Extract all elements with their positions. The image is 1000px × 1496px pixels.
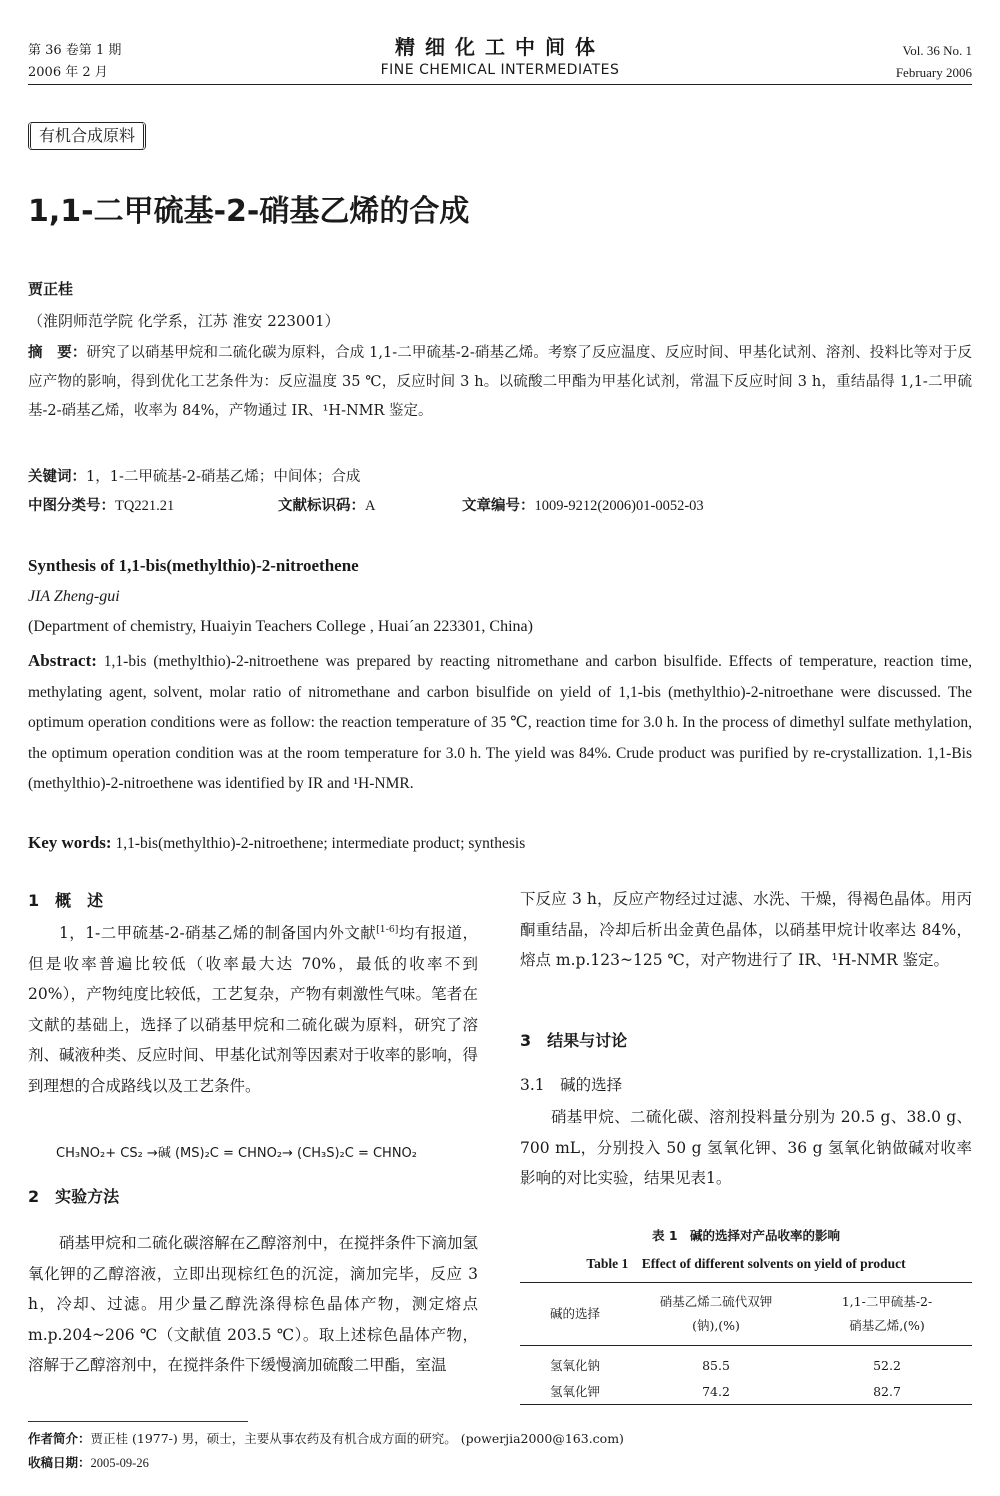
citation-ref: [1-6] — [376, 923, 399, 935]
volume-issue-en: Vol. 36 No. 1 — [902, 43, 972, 58]
table-cell: 85.5 — [702, 1357, 730, 1373]
section-2-paragraph: 硝基甲烷和二硫化碳溶解在乙醇溶剂中，在搅拌条件下滴加氢氧化钾的乙醇溶液，立即出现棕红色的沉淀，滴加完毕，反应 3 h，冷却、过滤。用少量乙醇洗涤得棕色晶体产物，测定熔点 m.p.204~206 ℃（文献值 203.5 ℃）。取上述棕色晶体产物，溶解于乙醇溶剂中，在搅拌条件下缓慢滴加硫酸二甲酯，室温 — [28, 1234, 478, 1374]
article-title: 1,1-二甲硫基-2-硝基乙烯的合成 — [28, 194, 470, 229]
reaction-equation: CH₃NO₂+ CS₂ →碱 (MS)₂C = CHNO₂→ (CH₃S)₂C = CHNO₂ — [56, 1146, 417, 1161]
section-2-heading: 2 实验方法 — [28, 1187, 120, 1206]
table-cell: 74.2 — [702, 1383, 730, 1399]
section-3-heading: 3 结果与讨论 — [520, 1031, 628, 1050]
keywords-cn-text: 1，1-二甲硫基-2-硝基乙烯；中间体；合成 — [86, 469, 361, 485]
table-row — [520, 1378, 972, 1405]
abstract-cn-text: 研究了以硝基甲烷和二硫化碳为原料，合成 1,1-二甲硫基-2-硝基乙烯。考察了反应温度、反应时间、甲基化试剂、溶剂、投料比等对于反应产物的影响，得到优化工艺条件为：反应温度 35 ℃，反应时间 3 h。以硫酸二甲酯为甲基化试剂，常温下反应时间 3 h，重结晶得 1,1-二甲硫基-2-硝基乙烯，收率为 84%，产物通过 IR、¹H-NMR 鉴定。 — [28, 345, 973, 419]
table-1-caption-en: Table 1 Effect of different solvents on yield of product — [586, 1256, 906, 1271]
table-cell: 氢氧化钠 — [549, 1358, 600, 1373]
running-header-right — [896, 40, 972, 84]
abstract-en — [28, 646, 972, 800]
clc-label: 中图分类号： — [28, 498, 115, 514]
date-en: February 2006 — [895, 65, 972, 80]
keywords-en — [28, 828, 972, 860]
affiliation-en: (Department of chemistry, Huaiyin Teachers College , Huai´an 223301, China) — [28, 618, 533, 635]
footnote-received-date — [28, 1452, 149, 1474]
section-tag: 有机合成原料 — [28, 122, 146, 150]
footnote-divider — [28, 1421, 248, 1422]
doc-label: 文献标识码： — [278, 498, 365, 514]
section-2-paragraph-continued: 下反应 3 h，反应产物经过过滤、水洗、干燥，得褐色晶体。用丙酮重结晶，冷却后析出金黄色晶体，以硝基甲烷计收率达 84%，熔点 m.p.123~125 ℃，对产物进行了 IR、¹H-NMR 鉴定。 — [520, 890, 972, 969]
table-1-caption-cn: 表 1 碱的选择对产品收率的影响 — [651, 1228, 841, 1243]
section-1-paragraph — [28, 918, 478, 1101]
subsection-3-1-heading: 3.1 碱的选择 — [520, 1076, 623, 1094]
footnote-author-bio — [28, 1428, 624, 1450]
table-cell: 氢氧化钾 — [549, 1384, 600, 1399]
date-cn: 2006 年 2 月 — [28, 65, 108, 80]
abstract-cn-label: 摘 要： — [28, 345, 87, 361]
table-cell: 52.2 — [873, 1357, 901, 1373]
bio-label: 作者简介： — [28, 1431, 91, 1446]
table-header-product: 1,1-二甲硫基-2- 硝基乙烯,(%) — [841, 1294, 933, 1333]
subsection-3-1-paragraph: 硝基甲烷、二硫化碳、溶剂投料量分别为 20.5 g、38.0 g、700 mL，分别投入 50 g 氢氧化钾、36 g 氢氧化钠做碱对收率影响的对比实验，结果见表1。 — [520, 1108, 972, 1187]
document-code — [278, 492, 375, 521]
section-1-text-b: 均有报道，但是收率普遍比较低（收率最大达 70%，最低的收率不到 20%），产物纯度比较低，工艺复杂，产物有刺激性气味。笔者在文献的基础上，选择了以硝基甲烷和二硫化碳为原料，研究了溶剂、碱液种类、反应时间、甲基化试剂等因素对于收率的影响，得到理想的合成路线以及工艺条件。 — [28, 924, 478, 1095]
section-1-heading: 1 概 述 — [28, 891, 104, 910]
abstract-en-label: Abstract: — [28, 651, 97, 670]
keywords-cn — [28, 463, 972, 492]
article-number — [462, 492, 704, 521]
journal-name-en: FINE CHEMICAL INTERMEDIATES — [380, 62, 620, 78]
table-header-row — [520, 1283, 972, 1346]
keywords-cn-label: 关键词： — [28, 469, 86, 485]
header-divider — [28, 84, 972, 85]
date-label: 收稿日期： — [28, 1455, 91, 1470]
section-1-text-a: 1，1-二甲硫基-2-硝基乙烯的制备国内外文献 — [59, 924, 377, 942]
keywords-en-label: Key words: — [28, 833, 112, 852]
author-en: JIA Zheng-gui — [28, 588, 120, 605]
abstract-en-text: 1,1-bis (methylthio)-2-nitroethene was prepared by reacting nitromethane and carbon bisulfide. Effects of temperature, reaction time, methylating agent, solvent, molar ratio of nitromethane and carbon bisulfide on yield of 1,1-bis (methylthio)-2-nitroethane were discussed. The optimum operation conditions were as follow: the reaction temperature of 35 ℃, reaction time for 3.0 h. In the process of dimethyl sulfate methylation, the optimum operation condition was at the room temperature for 3.0 h. The yield was 84%. Crude product was purified by re-crystallization. 1,1-Bis (methylthio)-2-nitroethene was identified by IR and ¹H-NMR. — [28, 653, 972, 792]
bio-text: 贾正桂 (1977-) 男，硕士，主要从事农药及有机合成方面的研究。 (powerjia2000@163.com) — [90, 1431, 624, 1446]
table-header-intermediate: 硝基乙烯二硫代双钾 (钠),(%) — [659, 1294, 773, 1333]
keywords-en-text: 1,1-bis(methylthio)-2-nitroethene; intermediate product; synthesis — [111, 835, 526, 852]
table-cell: 82.7 — [873, 1383, 901, 1399]
article-label: 文章编号： — [462, 498, 535, 514]
table-header-base: 碱的选择 — [549, 1306, 600, 1321]
volume-issue-cn: 第 36 卷第 1 期 — [28, 43, 122, 58]
article-value: 1009-9212(2006)01-0052-03 — [534, 498, 704, 514]
clc-number — [28, 492, 174, 521]
date-value: 2005-09-26 — [90, 1456, 149, 1470]
affiliation-cn: （淮阴师范学院 化学系，江苏 淮安 223001） — [28, 312, 340, 330]
table-1 — [520, 1282, 972, 1405]
abstract-cn — [28, 339, 972, 426]
running-header-center — [0, 34, 1000, 80]
doc-value: A — [365, 498, 376, 514]
title-en: Synthesis of 1,1-bis(methylthio)-2-nitroethene — [28, 556, 359, 575]
clc-value: TQ221.21 — [115, 498, 175, 514]
author-cn: 贾正桂 — [28, 280, 74, 298]
table-row — [520, 1346, 972, 1379]
journal-name-cn: 精细化工中间体 — [395, 35, 605, 59]
